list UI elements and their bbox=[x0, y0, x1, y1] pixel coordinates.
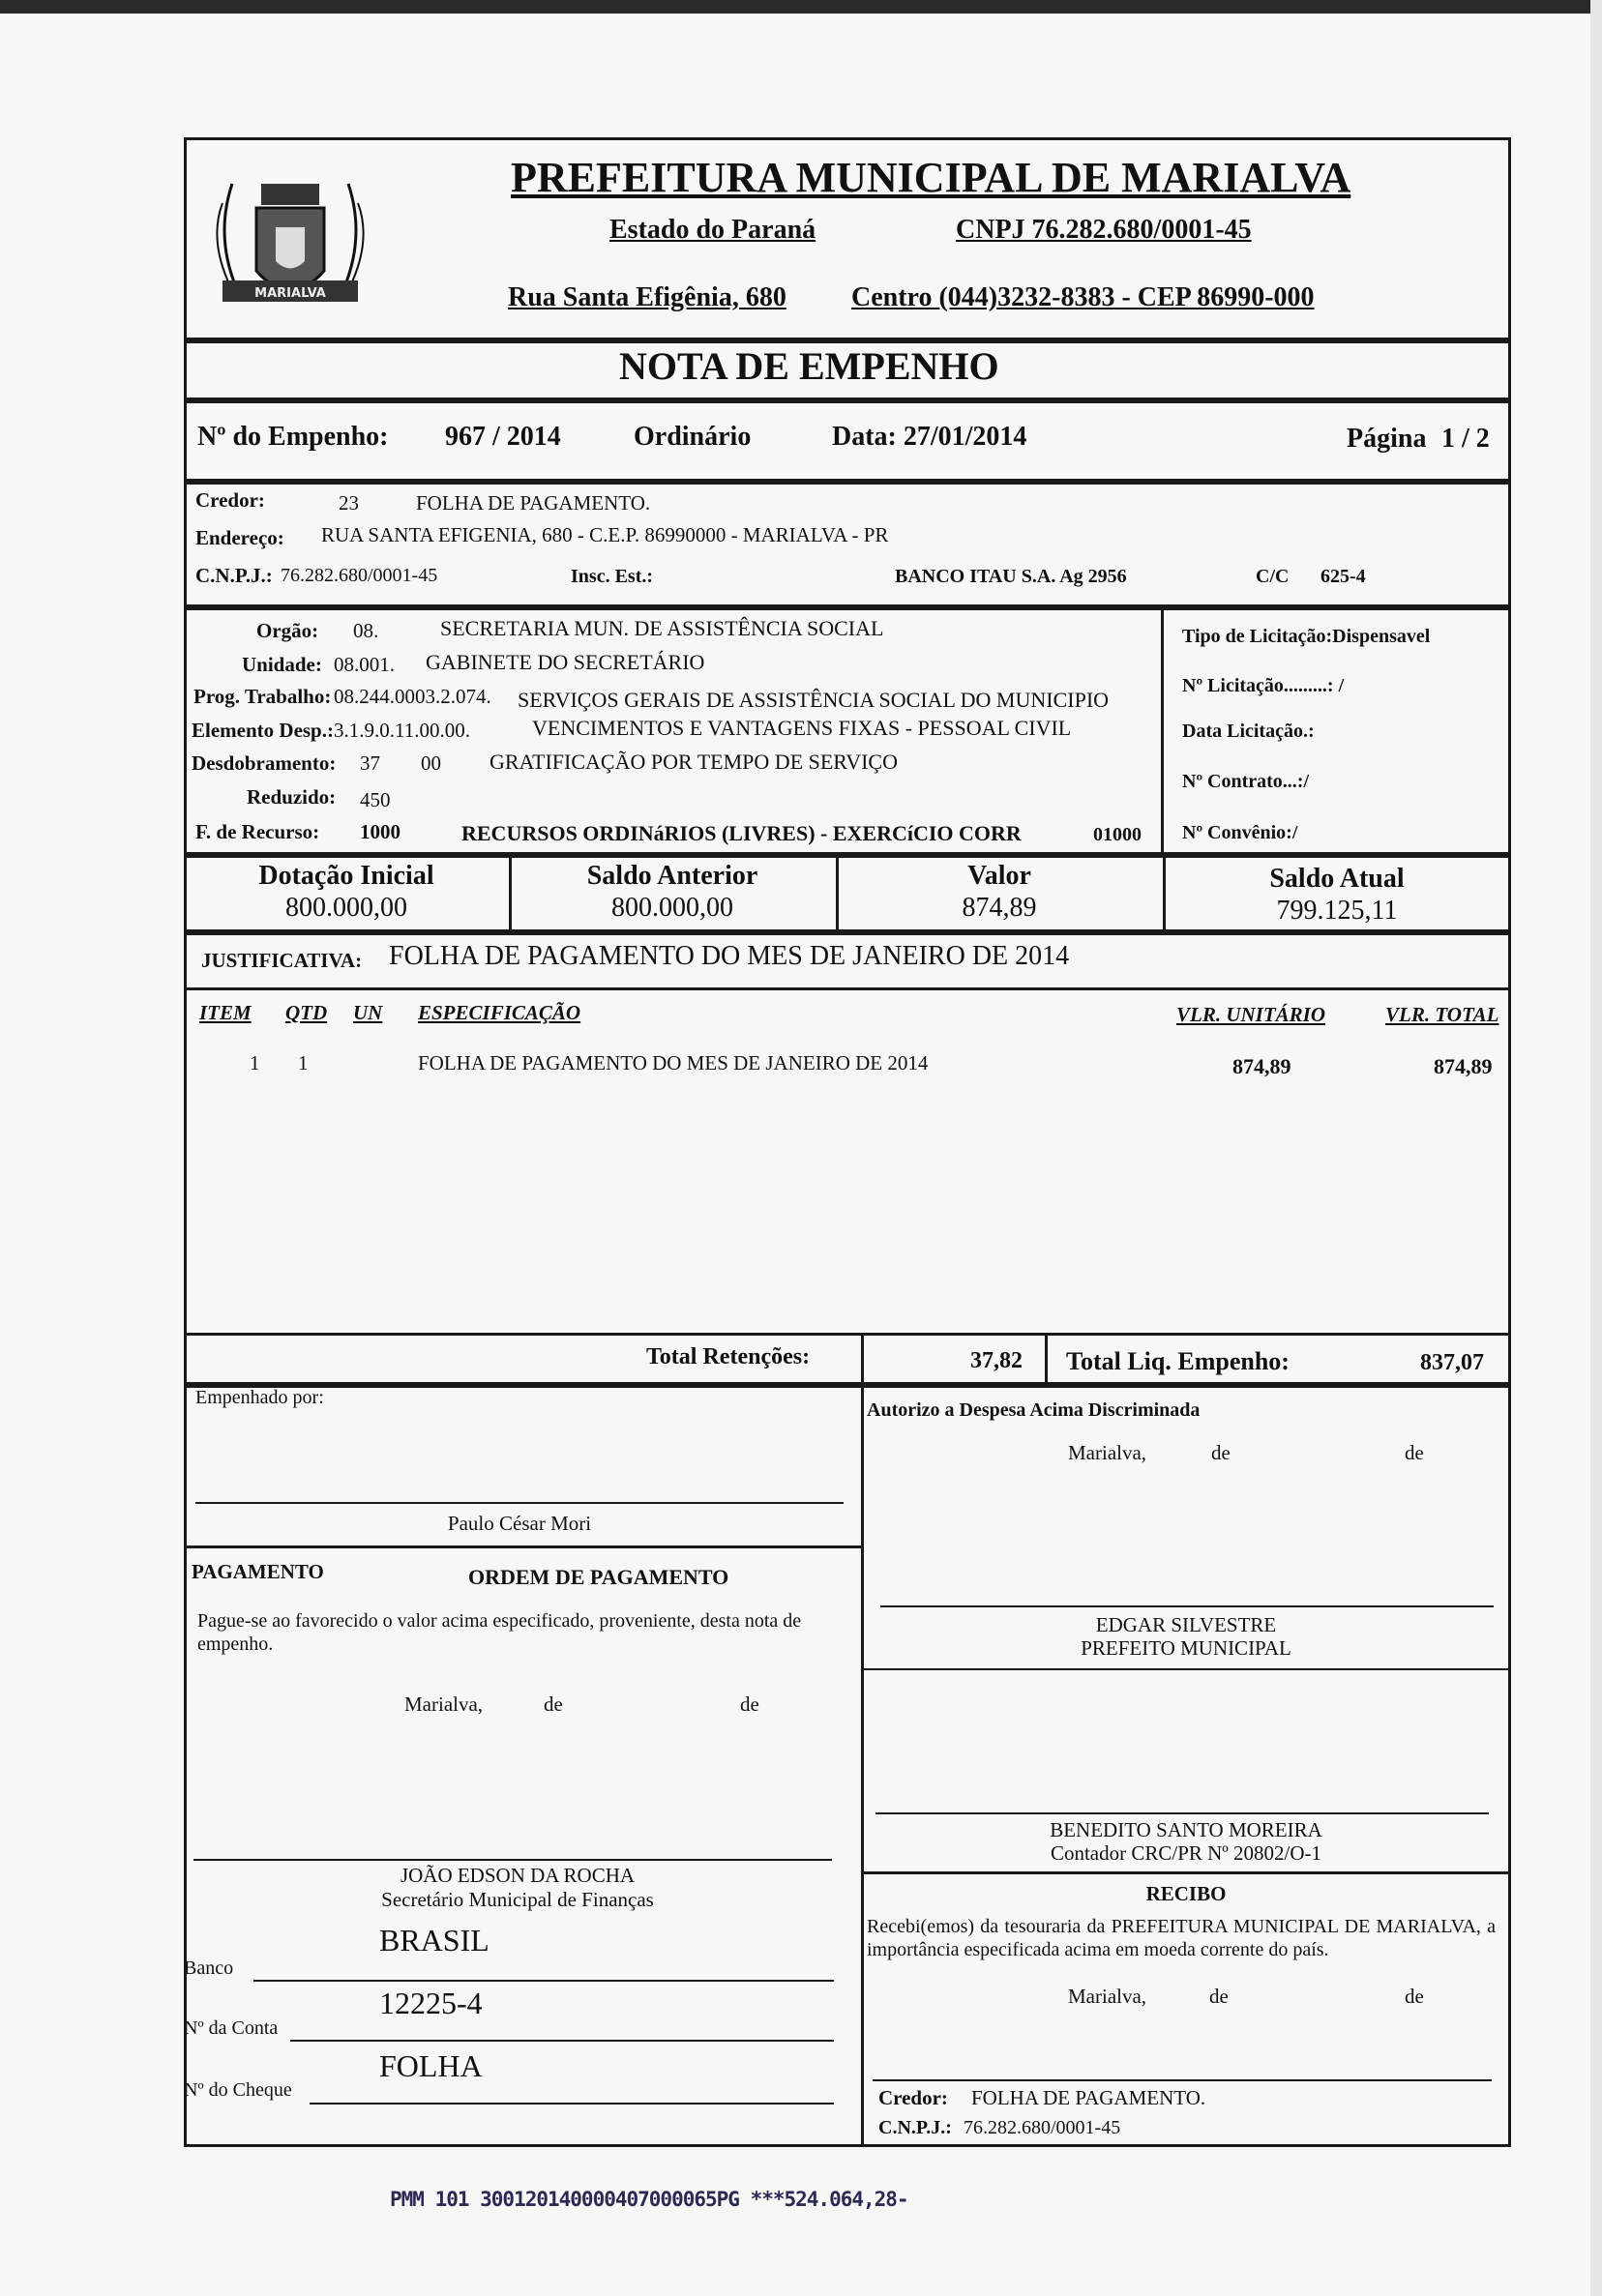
contador-name: BENEDITO SANTO MOREIRA bbox=[1050, 1818, 1322, 1841]
orgao-code: 08. bbox=[353, 619, 379, 642]
recibo-cnpj-label: C.N.P.J.: bbox=[878, 2117, 952, 2138]
credor-label: Credor: bbox=[195, 488, 265, 512]
prog-code: 08.244.0003.2.074. bbox=[334, 685, 491, 708]
header-cnpj: CNPJ 76.282.680/0001-45 bbox=[956, 215, 1252, 245]
pagamento-de2: de bbox=[740, 1693, 759, 1716]
secretario-signature-line bbox=[193, 1859, 832, 1861]
bank-authentication-stamp: PMM 101 300120140000407000065PG ***524.064,28- bbox=[390, 2188, 908, 2211]
banco-line bbox=[253, 1980, 834, 1982]
reduzido-label: Reduzido: bbox=[247, 785, 337, 809]
autorizo-de2: de bbox=[1405, 1441, 1424, 1464]
header-state: Estado do Paraná bbox=[609, 215, 816, 245]
valor-value: 874,89 bbox=[962, 893, 1037, 923]
item-total-value: 874,89 bbox=[1434, 1054, 1493, 1078]
coat-of-arms-icon bbox=[193, 145, 387, 339]
autorizo-de1: de bbox=[1211, 1441, 1231, 1464]
pagamento-label: PAGAMENTO bbox=[192, 1560, 324, 1583]
credor-addr-label: Endereço: bbox=[195, 526, 284, 549]
empenho-type: Ordinário bbox=[634, 422, 752, 452]
recibo-de2: de bbox=[1405, 1985, 1424, 2008]
prefeito-signature-line bbox=[880, 1605, 1494, 1607]
justificativa-label: JUSTIFICATIVA: bbox=[201, 949, 363, 972]
liquido-label: Total Liq. Empenho: bbox=[1066, 1347, 1290, 1375]
prefeito-name: EDGAR SILVESTRE bbox=[1095, 1613, 1277, 1636]
empenho-num: 967 / 2014 bbox=[445, 422, 561, 452]
items-header-unit: VLR. UNITÁRIO bbox=[1176, 1003, 1326, 1026]
contador-top-border bbox=[861, 1668, 1511, 1670]
credor-cc: 625-4 bbox=[1320, 566, 1366, 587]
reduzido-value: 450 bbox=[360, 788, 391, 811]
pagamento-de1: de bbox=[544, 1693, 563, 1716]
credor-bank: BANCO ITAU S.A. Ag 2956 bbox=[895, 566, 1127, 587]
prog-name: SERVIÇOS GERAIS DE ASSISTÊNCIA SOCIAL DO MUNICIPIO bbox=[518, 688, 1110, 712]
pagamento-place: Marialva, bbox=[404, 1693, 484, 1716]
desd-sub: 00 bbox=[421, 751, 441, 775]
secretario-name: JOÃO EDSON DA ROCHA bbox=[400, 1864, 636, 1887]
recibo-signature-line bbox=[873, 2079, 1492, 2081]
justificativa-text: FOLHA DE PAGAMENTO DO MES DE JANEIRO DE 2014 bbox=[389, 941, 1070, 971]
saldo-anterior-label: Saldo Anterior bbox=[586, 861, 758, 891]
scan-right-edge bbox=[1590, 0, 1602, 2296]
conta-label: Nº da Conta bbox=[184, 2017, 279, 2039]
cheque-value: FOLHA bbox=[379, 2048, 483, 2083]
secretario-title: Secretário Municipal de Finanças bbox=[381, 1888, 654, 1911]
desd-name: GRATIFICAÇÃO POR TEMPO DE SERVIÇO bbox=[490, 750, 898, 774]
items-header-qtd: QTD bbox=[285, 1001, 328, 1024]
credor-name: FOLHA DE PAGAMENTO. bbox=[416, 491, 651, 515]
recibo-credor: FOLHA DE PAGAMENTO. bbox=[971, 2086, 1206, 2109]
doc-title: NOTA DE EMPENHO bbox=[619, 344, 999, 388]
banco-value: BRASIL bbox=[379, 1923, 490, 1957]
recibo-credor-label: Credor: bbox=[878, 2086, 948, 2109]
dotacao-label: Dotação Inicial bbox=[258, 861, 434, 891]
header-contact: Centro (044)3232-8383 - CEP 86990-000 bbox=[851, 282, 1315, 312]
page-label: Página bbox=[1347, 424, 1427, 454]
budget-divider bbox=[1161, 607, 1164, 855]
elem-label: Elemento Desp.: bbox=[192, 719, 334, 742]
licitacao-convenio: Nº Convênio:/ bbox=[1182, 822, 1298, 843]
prog-label: Prog. Trabalho: bbox=[193, 685, 332, 708]
unidade-code: 08.001. bbox=[334, 653, 395, 676]
valor-label: Valor bbox=[967, 861, 1031, 891]
saldo-atual-value: 799.125,11 bbox=[1276, 896, 1398, 926]
recibo-label: RECIBO bbox=[1145, 1882, 1227, 1905]
empenho-date: Data: 27/01/2014 bbox=[832, 422, 1027, 452]
unidade-name: GABINETE DO SECRETÁRIO bbox=[426, 650, 705, 674]
credor-cnpj-label: C.N.P.J.: bbox=[195, 564, 273, 587]
autorizo-place: Marialva, bbox=[1068, 1441, 1147, 1464]
items-header-spec: ESPECIFICAÇÃO bbox=[418, 1001, 581, 1024]
retencoes-label: Total Retenções: bbox=[646, 1344, 811, 1369]
credor-insc-label: Insc. Est.: bbox=[571, 566, 654, 587]
contador-title: Contador CRC/PR Nº 20802/O-1 bbox=[1050, 1841, 1322, 1865]
recurso-suffix: 01000 bbox=[1093, 824, 1142, 845]
recurso-name: RECURSOS ORDINáRIOS (LIVRES) - EXERCíCIO CORR bbox=[461, 821, 1022, 845]
items-header-total: VLR. TOTAL bbox=[1385, 1003, 1499, 1026]
elem-name: VENCIMENTOS E VANTAGENS FIXAS - PESSOAL CIVIL bbox=[532, 716, 1072, 740]
retencoes-value: 37,82 bbox=[970, 1348, 1023, 1373]
totals-box bbox=[184, 1333, 1511, 1385]
licitacao-data: Data Licitação.: bbox=[1182, 721, 1315, 742]
credor-cc-label: C/C bbox=[1256, 566, 1290, 587]
header-title: PREFEITURA MUNICIPAL DE MARIALVA bbox=[511, 154, 1351, 201]
credor-code: 23 bbox=[339, 491, 359, 515]
item-qtd: 1 bbox=[298, 1051, 309, 1074]
conta-line bbox=[290, 2040, 834, 2042]
recibo-cnpj: 76.282.680/0001-45 bbox=[964, 2117, 1121, 2138]
liquido-value: 837,07 bbox=[1420, 1350, 1484, 1375]
scan-top-edge bbox=[0, 0, 1602, 14]
items-header-un: UN bbox=[353, 1001, 383, 1024]
credor-addr: RUA SANTA EFIGENIA, 680 - C.E.P. 86990000 - MARIALVA - PR bbox=[321, 523, 889, 546]
saldo-anterior-value: 800.000,00 bbox=[611, 893, 733, 923]
licitacao-num: Nº Licitação.........: / bbox=[1182, 675, 1345, 696]
banco-label: Banco bbox=[184, 1957, 234, 1979]
coat-banner-text: MARIALVA bbox=[254, 286, 326, 301]
header-address: Rua Santa Efigênia, 680 bbox=[508, 282, 786, 312]
item-unit-value: 874,89 bbox=[1232, 1054, 1291, 1078]
recurso-label: F. de Recurso: bbox=[195, 820, 320, 843]
prefeito-title: PREFEITO MUNICIPAL bbox=[1081, 1636, 1291, 1660]
totals-divider-2 bbox=[1045, 1333, 1048, 1385]
page-number: 1 / 2 bbox=[1441, 424, 1490, 454]
recibo-place: Marialva, bbox=[1068, 1985, 1147, 2008]
item-number: 1 bbox=[250, 1051, 260, 1074]
elem-code: 3.1.9.0.11.00.00. bbox=[334, 719, 470, 742]
licitacao-tipo: Tipo de Licitação:Dispensavel bbox=[1182, 626, 1431, 647]
items-box bbox=[184, 990, 1511, 1333]
dotacao-value: 800.000,00 bbox=[285, 893, 407, 923]
totals-divider-1 bbox=[861, 1333, 864, 1385]
signatures-box bbox=[184, 1385, 1511, 2147]
recurso-code: 1000 bbox=[360, 820, 400, 843]
empenhado-label: Empenhado por: bbox=[195, 1387, 324, 1408]
signatures-divider bbox=[861, 1385, 864, 2147]
cheque-label: Nº do Cheque bbox=[184, 2079, 292, 2101]
recibo-top-border bbox=[861, 1871, 1511, 1874]
unidade-label: Unidade: bbox=[242, 653, 322, 676]
items-header-item: ITEM bbox=[199, 1001, 252, 1024]
credor-cnpj: 76.282.680/0001-45 bbox=[281, 565, 438, 586]
cheque-line bbox=[310, 2103, 834, 2105]
ordem-pagamento-label: ORDEM DE PAGAMENTO bbox=[468, 1565, 729, 1589]
pagamento-text: Pague-se ao favorecido o valor acima especificado, proveniente, desta nota de empenho. bbox=[197, 1610, 802, 1655]
contador-signature-line bbox=[875, 1812, 1489, 1814]
recibo-text: Recebi(emos) da tesouraria da PREFEITURA MUNICIPAL DE MARIALVA, a importância especificada acima em moeda corrente do país. bbox=[867, 1916, 1496, 1960]
empenhado-signature-line bbox=[195, 1502, 844, 1504]
conta-value: 12225-4 bbox=[379, 1986, 483, 2020]
licitacao-contrato: Nº Contrato...:/ bbox=[1182, 771, 1310, 792]
item-spec: FOLHA DE PAGAMENTO DO MES DE JANEIRO DE 2014 bbox=[418, 1051, 929, 1074]
empenho-num-label: Nº do Empenho: bbox=[197, 422, 389, 452]
orgao-name: SECRETARIA MUN. DE ASSISTÊNCIA SOCIAL bbox=[440, 616, 884, 640]
autorizo-label: Autorizo a Despesa Acima Discriminada bbox=[867, 1399, 1201, 1421]
empenhado-name: Paulo César Mori bbox=[447, 1512, 592, 1535]
empenhado-bottom-border bbox=[184, 1545, 863, 1548]
desd-label: Desdobramento: bbox=[192, 751, 337, 775]
orgao-label: Orgão: bbox=[256, 619, 319, 642]
recibo-de1: de bbox=[1209, 1985, 1229, 2008]
desd-code: 37 bbox=[360, 751, 380, 775]
saldo-atual-label: Saldo Atual bbox=[1269, 864, 1405, 894]
